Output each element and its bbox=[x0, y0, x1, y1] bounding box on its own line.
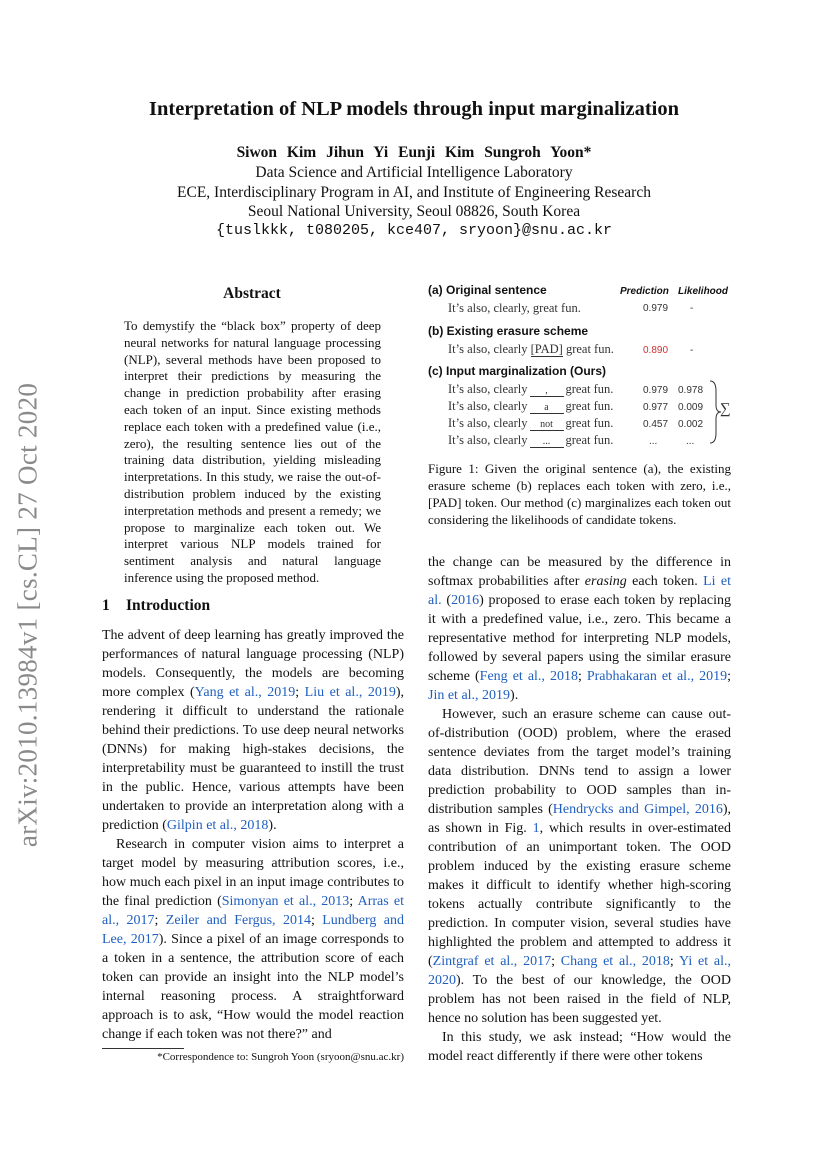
marginalized-sentence bbox=[448, 399, 613, 414]
original-sentence: It’s also, clearly, great fun. bbox=[448, 301, 581, 315]
sentence-prefix: It’s also, clearly bbox=[448, 433, 528, 447]
prediction-column-header: Prediction bbox=[620, 286, 669, 297]
prediction-value: 0.977 bbox=[643, 402, 669, 413]
pad-token: [PAD] bbox=[530, 342, 563, 356]
likelihood-value: ... bbox=[686, 436, 695, 447]
citation-link[interactable]: Li et al. bbox=[428, 574, 732, 608]
body-paragraph: The advent of deep learning has greatly improved the performances of natural language processing (NLP) models. Consequently, the models are becoming more complex (Yang et al., 2019; Liu et al., 2019), rendering it difficult to understand the rationale behind their predictions. To use deep neural networks (DNNs) for making high-stakes decisions, the interpretability must be guaranteed to instill the trust in the public. Hence, various attempts have been undertaken to provide an interpretation along with a prediction (Gilpin et al., 2018). bbox=[102, 628, 404, 833]
author-name: Sungroh Yoon* bbox=[484, 144, 592, 161]
citation-link[interactable]: Zeiler and Fergus, 2014 bbox=[165, 913, 311, 928]
body-paragraph: However, such an erasure scheme can cause out-of-distribution (OOD) problem, where the erased sentence deviates from the target model’s training data distribution. DNNs tend to assign a lower prediction probability to OOD samples than in-distribution samples (Hendrycks and Gimpel, 2016), as shown in Fig. 1, which results in over-estimated contribution of an unimportant token. The OOD problem induced by the existing erasure scheme makes it difficult to identify whether high-scoring tokens actually contribute significantly to the prediction. In computer vision, several studies have highlighted the problem and attempted to address it (Zintgraf et al., 2017; Chang et al., 2018; Yi et al., 2020). To the best of our knowledge, the OOD problem has not been raised in the field of NLP, hence no solution has been suggested yet. bbox=[428, 707, 732, 1026]
citation-link[interactable]: Zintgraf et al., 2017 bbox=[432, 954, 552, 969]
author-name: Siwon Kim bbox=[236, 144, 317, 161]
figure-panel-c-heading: (c) Input marginalization (Ours) bbox=[428, 364, 607, 378]
sentence-prefix: It’s also, clearly bbox=[448, 342, 528, 356]
sentence-prefix: It’s also, clearly bbox=[448, 382, 528, 396]
citation-link[interactable]: 1 bbox=[532, 821, 540, 836]
body-paragraph: the change can be measured by the difference in softmax probabilities after erasing each token. Li et al. (2016) proposed to erase each token by replacing it with a predefined value, i.e., zero. This became a representative method for interpreting NLP models, followed by several papers using the similar erasure scheme (Feng et al., 2018; Prabhakaran et al., 2019; Jin et al., 2019). bbox=[428, 555, 732, 703]
prediction-value: ... bbox=[649, 436, 658, 447]
footnote-rule bbox=[102, 1048, 184, 1049]
citation-link[interactable]: Hendrycks and Gimpel, 2016 bbox=[552, 802, 723, 817]
citation-link[interactable]: Chang et al., 2018 bbox=[560, 954, 670, 969]
paper-title: Interpretation of NLP models through input marginalization bbox=[149, 98, 679, 120]
affiliation-line: ECE, Interdisciplinary Program in AI, and Institute of Engineering Research bbox=[177, 184, 651, 201]
marginalized-sentence bbox=[448, 433, 613, 448]
likelihood-value: 0.978 bbox=[678, 385, 704, 396]
citation-link[interactable]: Yi et al., 2020 bbox=[428, 954, 732, 988]
likelihood-value: - bbox=[690, 303, 694, 314]
sentence-suffix: great fun. bbox=[565, 416, 614, 430]
prediction-value: 0.890 bbox=[643, 345, 669, 356]
section-title: Introduction bbox=[126, 597, 211, 614]
emphasis: erasing bbox=[584, 574, 627, 589]
author-list bbox=[0, 144, 828, 162]
arxiv-identifier: arXiv:2010.13984v1 [cs.CL] 27 Oct 2020 bbox=[12, 382, 43, 848]
marginalized-sentence bbox=[448, 416, 613, 431]
abstract-text: To demystify the “black box” property of deep neural networks for natural language processing (NLP), several methods have been proposed to interpret their predictions by measuring the change in prediction probability after erasing each token of an input. Since existing methods replace each token with a predefined value (i.e., zero), the resulting sentence lies out of the training data distribution, yielding misleading interpretations. In this study, we raise the out-of-distribution problem induced by the existing interpretation methods and present a remedy; we propose to marginalize each token out. We interpret various NLP models trained for sentiment analysis and natural language inference using the proposed method. bbox=[124, 318, 381, 585]
right-column-body bbox=[428, 553, 731, 1066]
left-column-body bbox=[102, 626, 404, 1044]
likelihood-value: - bbox=[690, 345, 694, 356]
author-name: Eunji Kim bbox=[398, 144, 475, 161]
summation-symbol: ∑ bbox=[720, 401, 731, 417]
likelihood-column-header: Likelihood bbox=[678, 286, 728, 297]
prediction-value: 0.979 bbox=[643, 303, 669, 314]
footnote: *Correspondence to: Sungroh Yoon (sryoon@snu.ac.kr) bbox=[157, 1051, 404, 1063]
prediction-value: 0.979 bbox=[643, 385, 669, 396]
citation-link[interactable]: Gilpin et al., 2018 bbox=[166, 818, 269, 833]
candidate-token: a bbox=[530, 402, 564, 414]
author-name: Jihun Yi bbox=[326, 144, 389, 161]
sentence-prefix: It’s also, clearly bbox=[448, 416, 528, 430]
sentence-prefix: It’s also, clearly bbox=[448, 399, 528, 413]
body-paragraph: In this study, we ask instead; “How would the model react differently if there were other tokens bbox=[428, 1030, 731, 1064]
citation-link[interactable]: Feng et al., 2018 bbox=[479, 669, 578, 684]
likelihood-value: 0.002 bbox=[678, 419, 704, 430]
body-paragraph: Research in computer vision aims to interpret a target model by measuring attribution scores, i.e., how much each pixel in an input image contributes to the final prediction (Simonyan et al., 2013; Arras et al., 2017; Zeiler and Fergus, 2014; Lundberg and Lee, 2017). Since a pixel of an image corresponds to a token in a sentence, the attribution score of each token can provide an insight into the NLP model’s internal reasoning process. A straightforward approach is to ask, “How would the model reaction change if each token was not there?” and bbox=[102, 837, 405, 1042]
citation-link[interactable]: Lundberg and Lee, 2017 bbox=[102, 913, 405, 947]
citation-link[interactable]: Liu et al., 2019 bbox=[304, 685, 396, 700]
citation-link[interactable]: 2016 bbox=[451, 593, 480, 608]
candidate-token: ... bbox=[530, 436, 564, 448]
candidate-token: not bbox=[530, 419, 564, 431]
figure-panel-a-heading: (a) Original sentence bbox=[428, 283, 547, 297]
abstract-heading: Abstract bbox=[223, 285, 281, 302]
sentence-suffix: great fun. bbox=[565, 433, 614, 447]
citation-link[interactable]: Yang et al., 2019 bbox=[194, 685, 296, 700]
section-heading bbox=[102, 597, 210, 615]
affiliation-line: Seoul National University, Seoul 08826, South Korea bbox=[247, 203, 581, 220]
citation-link[interactable]: Jin et al., 2019 bbox=[428, 688, 511, 703]
author-emails: {tuslkkk, t080205, kce407, sryoon}@snu.ac.kr bbox=[215, 222, 613, 239]
prediction-value: 0.457 bbox=[643, 419, 669, 430]
arxiv-stamp bbox=[8, 365, 48, 865]
citation-link[interactable]: Prabhakaran et al., 2019 bbox=[586, 669, 728, 684]
sentence-suffix: great fun. bbox=[565, 382, 614, 396]
candidate-token: , bbox=[530, 385, 564, 397]
citation-link[interactable]: Arras et al., 2017 bbox=[102, 894, 404, 928]
erased-sentence bbox=[448, 342, 614, 357]
section-number: 1 bbox=[102, 597, 110, 614]
citation-link[interactable]: Simonyan et al., 2013 bbox=[221, 894, 350, 909]
marginalized-sentence bbox=[448, 382, 613, 397]
figure-caption: Figure 1: Given the original sentence (a), the existing erasure scheme (b) replaces each token with zero, i.e., [PAD] token. Our method (c) marginalizes each token out considering the likelihoods of candidate tokens. bbox=[428, 461, 731, 527]
sentence-suffix: great fun. bbox=[565, 342, 614, 356]
affiliation-line: Data Science and Artificial Intelligence Laboratory bbox=[255, 164, 573, 181]
sentence-suffix: great fun. bbox=[565, 399, 614, 413]
figure-panel-b-heading: (b) Existing erasure scheme bbox=[428, 324, 589, 338]
likelihood-value: 0.009 bbox=[678, 402, 704, 413]
